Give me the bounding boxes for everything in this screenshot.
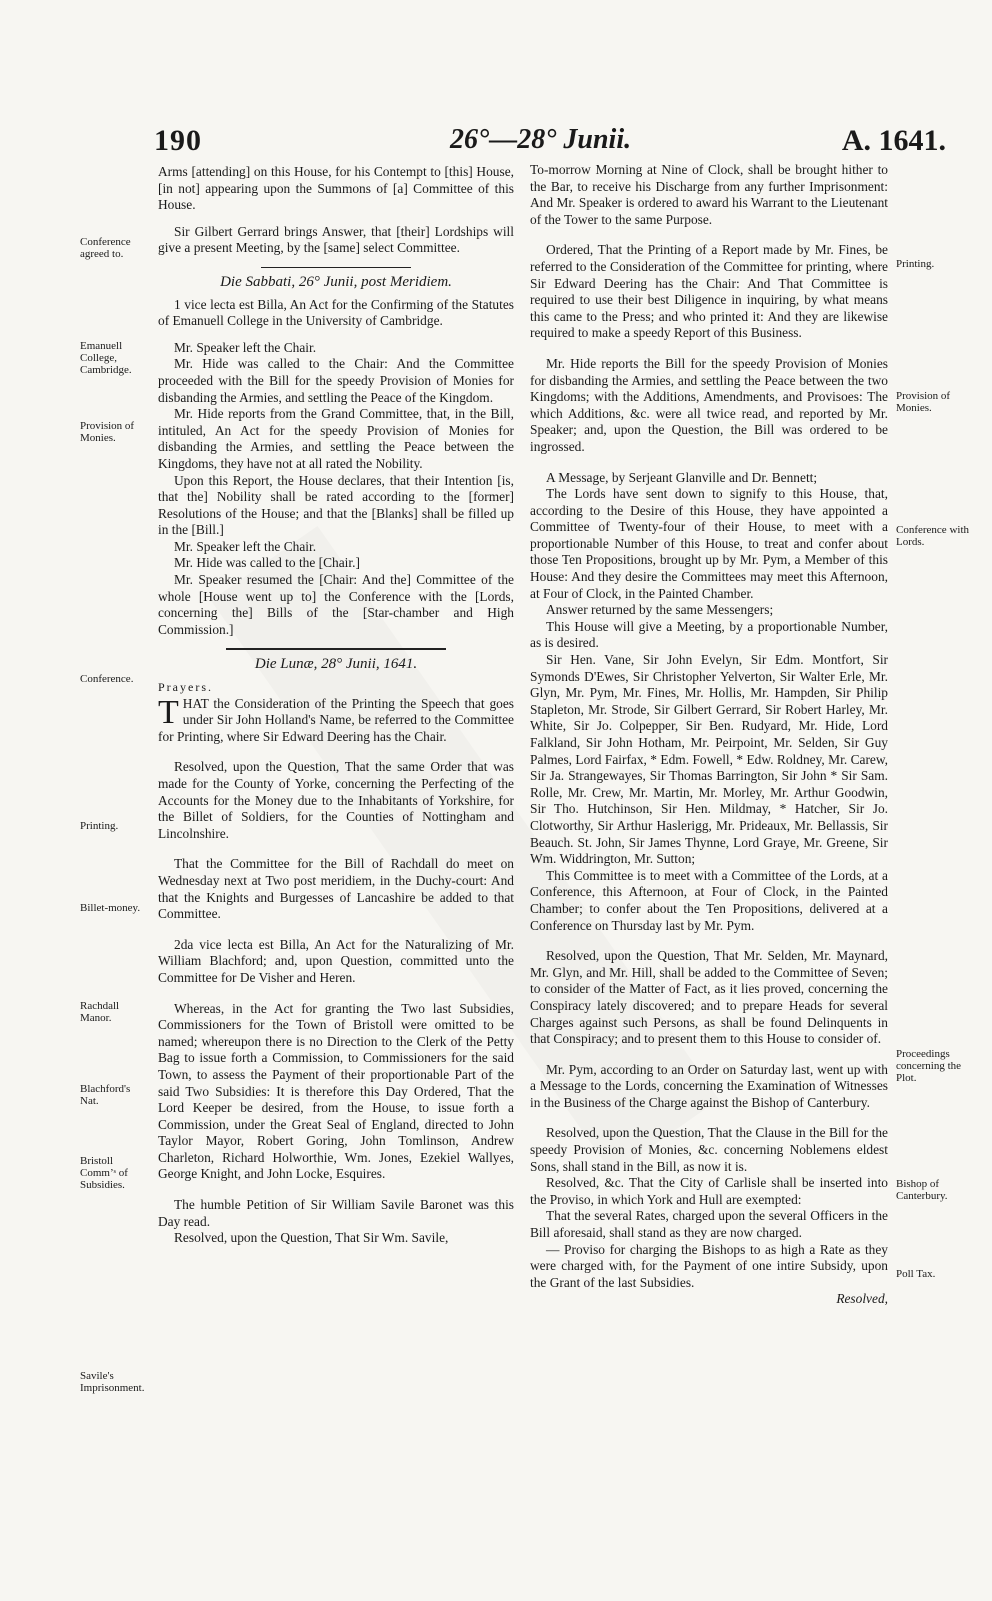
paragraph: THAT the Consideration of the Printing the Speech that goes under Sir John Holland's Name, be referred to the Committee for Printing, where Sir Edward Deering has the Chair. xyxy=(158,693,514,744)
right-column xyxy=(530,162,888,1308)
paragraph: Resolved, upon the Question, That Sir Wm. Savile, xyxy=(174,1230,449,1246)
paragraph: Resolved, upon the Question, That the same Order that was made for the County of Yorke, concerning the Perfecting of the Accounts for the Money due to the Inhabitants of Yorkshire, for the Billet of Soldiers, for the Counties of Nottingham and Lincolnshire. xyxy=(158,759,514,841)
paragraph: Upon this Report, the House declares, that their Intention [is, that the] Nobility shall be rated according to the [former] Resolutions of the House; and that the [Blanks] shall be filled up in the [Bill.] xyxy=(158,472,514,538)
paragraph: Mr. Hide reports from the Grand Committee, that, in the Bill, intituled, An Act for the speedy Provision of Monies for disbanding the Armies, and settling the Peace between the Kingdoms, they have not at all rated the Nobility. xyxy=(158,406,514,471)
margin-note: Bristoll Comm’ˢ of Subsidies. xyxy=(80,1155,128,1191)
paragraph: Mr. Pym, according to an Order on Saturday last, went up with a Message to the Lords, concerning the Examination of Witnesses in the Business of the Charge against the Bishop of Canterbury. xyxy=(530,1061,888,1110)
paragraph: Ordered, That the Printing of a Report made by Mr. Fines, be referred to the Consideration of the Committee for printing, where Sir Edward Deering has the Chair: And That Committee is required to use their best Diligence in inquiring, by what means this came to the Press; and who printed it: And they are likewise required to make a speedy Report of this Business. xyxy=(530,242,888,341)
margin-note: Printing. xyxy=(896,258,935,270)
paragraph: This House will give a Meeting, by a proportionable Number, as is desired. xyxy=(530,618,888,651)
paragraph: 1 vice lecta est Billa, An Act for the Confirming of the Statutes of Emanuell College in the University of Cambridge. xyxy=(158,296,514,329)
margin-note: Savile's Imprisonment. xyxy=(80,1370,145,1394)
section-rule xyxy=(226,648,446,650)
margin-note: Bishop of Canterbury. xyxy=(896,1178,948,1202)
margin-note: Poll Tax. xyxy=(896,1268,936,1280)
paragraph: Sir Gilbert Gerrard brings Answer, that [their] Lordships will give a present Meeting, by the [same] select Committee. xyxy=(158,223,514,256)
paragraph: That the several Rates, charged upon the several Officers in the Bill aforesaid, shall stand as they are now charged. xyxy=(530,1208,888,1241)
margin-note: Billet-money. xyxy=(80,902,141,914)
paragraph: Resolved, upon the Question, That Mr. Selden, Mr. Maynard, Mr. Glyn, and Mr. Hill, shall be added to the Committee of Seven; to consider of the Matter of Fact, as it lies proved, concerning the Conspiracy lately discovered; and to prepare Heads for several Charges against such Persons, as shall be found Delinquents in that Conspiracy; and to present them to this House to consider of. xyxy=(530,948,888,1047)
page-number: 190 xyxy=(154,124,202,157)
margin-note: Printing. xyxy=(80,820,119,832)
paragraph: That the Committee for the Bill of Rachdall do meet on Wednesday next at Two post meridiem, in the Duchy-court: And that the Knights and Burgesses of Lancashire be added to that Committee. xyxy=(158,856,514,922)
paragraph: The humble Petition of Sir William Savile Baronet was this Day read. xyxy=(158,1197,514,1229)
catchword: Resolved, xyxy=(836,1291,888,1307)
paragraph: This Committee is to meet with a Committee of the Lords, at a Conference, this Afternoon, at Four of Clock, in the Painted Chamber; to confer about the Ten Propositions, delivered at a Conference on Thursday last by Mr. Pym. xyxy=(530,867,888,933)
margin-note: Provision of Monies. xyxy=(80,420,135,444)
paragraph: Sir Hen. Vane, Sir John Evelyn, Sir Edm. Montfort, Sir Symonds D'Ewes, Sir Christopher Yelverton, Sir Walter Erle, Mr. Glyn, Mr. Pym, Mr. Fines, Mr. Hollis, Mr. Hampden, Sir Philip Stapleton, Mr. Strode, Sir Gilbert Gerrard, Sir Robert Harley, Mr. White, Sir Jo. Colpepper, Sir Ben. Rudyard, Mr. Hide, Lord Falkland, Sir John Hotham, Mr. Peirpoint, Mr. Selden, Sir Guy Palmes, Lord Fairfax, * Edm. Fowell, * Edw. Roldney, Mr. Carew, Sir Ja. Strangewayes, Sir Thomas Barrington, Sir John * Sir Sam. Rolle, Mr. Crew, Mr. Martin, Mr. Morley, Mr. Arthur Goodwin, Sir Tho. Hutchinson, Sir Hen. Mildmay, * Hatcher, Sir Jo. Clotworthy, Sir Arthur Haslerigg, Mr. Prideaux, Mr. Bellassis, Sir Beauch. St. John, Sir James Thynne, Lord Graye, Mr. Greene, Sir Wm. Widdrington, Mr. Sutton; xyxy=(530,652,888,867)
section-rule xyxy=(261,267,411,268)
prayers-heading: Prayers. xyxy=(158,680,213,695)
left-column xyxy=(158,164,514,1247)
section-title: Die Lunæ, 28° Junii, 1641. xyxy=(254,656,418,673)
page-header xyxy=(150,120,958,164)
drop-cap: T xyxy=(158,693,179,731)
paragraph: — Proviso for charging the Bishops to as high a Rate as they were charged with, for the Payment of one intire Subsidy, upon the Grant of the last Subsidies. xyxy=(530,1241,888,1290)
paragraph: 2da vice lecta est Billa, An Act for the Naturalizing of Mr. William Blachford; and, upon Question, committed unto the Committee for De Visher and Heren. xyxy=(158,936,514,985)
running-date: 26°—28° Junii. xyxy=(450,124,632,155)
margin-note: Conference agreed to. xyxy=(80,236,131,260)
paragraph: Mr. Speaker resumed the [Chair: And the] Committee of the whole [House went up to] the Conference with the [Lords, concerning the] Bills of the [Star-chamber and High Commission.] xyxy=(158,572,514,637)
paragraph: To-morrow Morning at Nine of Clock, shall be brought hither to the Bar, to receive his Discharge from any further Imprisonment: And Mr. Speaker is ordered to award his Warrant to the Lieutenant of the Tower to the same Purpose. xyxy=(530,162,888,227)
paragraph: Mr. Hide reports the Bill for the speedy Provision of Monies for disbanding the Armies, and settling the Peace between the two Kingdoms; with the Additions, Amendments, and Provisoes: The which Additions, &c. were all twice read, and reported by Mr. Speaker; and, upon the Question, the Bill was ordered to be ingrossed. xyxy=(530,355,888,454)
paragraph: Mr. Speaker left the Chair. xyxy=(174,538,317,554)
margin-note: Provision of Monies. xyxy=(896,390,951,414)
margin-note: Conference. xyxy=(80,673,134,685)
paragraph: Mr. Hide was called to the [Chair.] xyxy=(174,555,360,571)
margin-note: Rachdall Manor. xyxy=(80,1000,120,1024)
running-year: A. 1641. xyxy=(841,124,946,157)
paragraph: Answer returned by the same Messengers; xyxy=(546,602,774,618)
section-title: Die Sabbati, 26° Junii, post Meridiem. xyxy=(220,273,452,290)
margin-note: Blachford's Nat. xyxy=(80,1083,131,1107)
paragraph: Resolved, &c. That the City of Carlisle shall be inserted into the Proviso, in which York and Hull are exempted: xyxy=(530,1175,888,1207)
paragraph: The Lords have sent down to signify to this House, that, according to the Desire of this House, they have appointed a Committee of Twenty-four of their House, to meet with a proportionable Number of this House, to treat and confer about those Ten Propositions, brought up by Mr. Pym, a Member of this House: And they desire the Committees may meet this Afternoon, at Four of Clock, in the Painted Chamber. xyxy=(530,486,888,601)
margin-note: Conference with Lords. xyxy=(896,524,969,548)
paragraph: Arms [attending] on this House, for his Contempt to [this] House, [in not] appearing upon the Summons of [a] Committee of this House. xyxy=(158,164,514,213)
paragraph: Resolved, upon the Question, That the Clause in the Bill for the speedy Provision of Monies, &c. concerning Noblemens eldest Sons, shall stand in the Bill, as now it is. xyxy=(530,1125,888,1174)
margin-note: Emanuell College, Cambridge. xyxy=(80,340,132,376)
paragraph: Mr. Speaker left the Chair. xyxy=(174,339,317,355)
paragraph: A Message, by Serjeant Glanville and Dr. Bennett; xyxy=(546,469,818,485)
paragraph: Mr. Hide was called to the Chair: And the Committee proceeded with the Bill for the speedy Provision of Monies for disbanding the Armies, and settling the Peace of the Kingdom. xyxy=(158,356,514,405)
margin-note: Proceedings concerning the Plot. xyxy=(896,1048,962,1084)
paragraph: Whereas, in the Act for granting the Two last Subsidies, Commissioners for the Town of Bristoll were omitted to be named; whereupon there is no Direction to the Clerk of the Petty Bag to issue forth a Commission, to Commissioners for the said Town, to assess the Payment of their proportionable Part of the said Two Subsidies: It is therefore this Day Ordered, That the Lord Keeper be desired, from the House, to issue forth a Commission, under the Great Seal of England, directed to John Taylor Mayor, Robert Goring, John Tomlinson, Andrew Charleton, Richard Holworthie, Wm. Jones, Ezekiel Wallyes, George Knight, and John Locke, Esquires. xyxy=(158,1000,514,1182)
